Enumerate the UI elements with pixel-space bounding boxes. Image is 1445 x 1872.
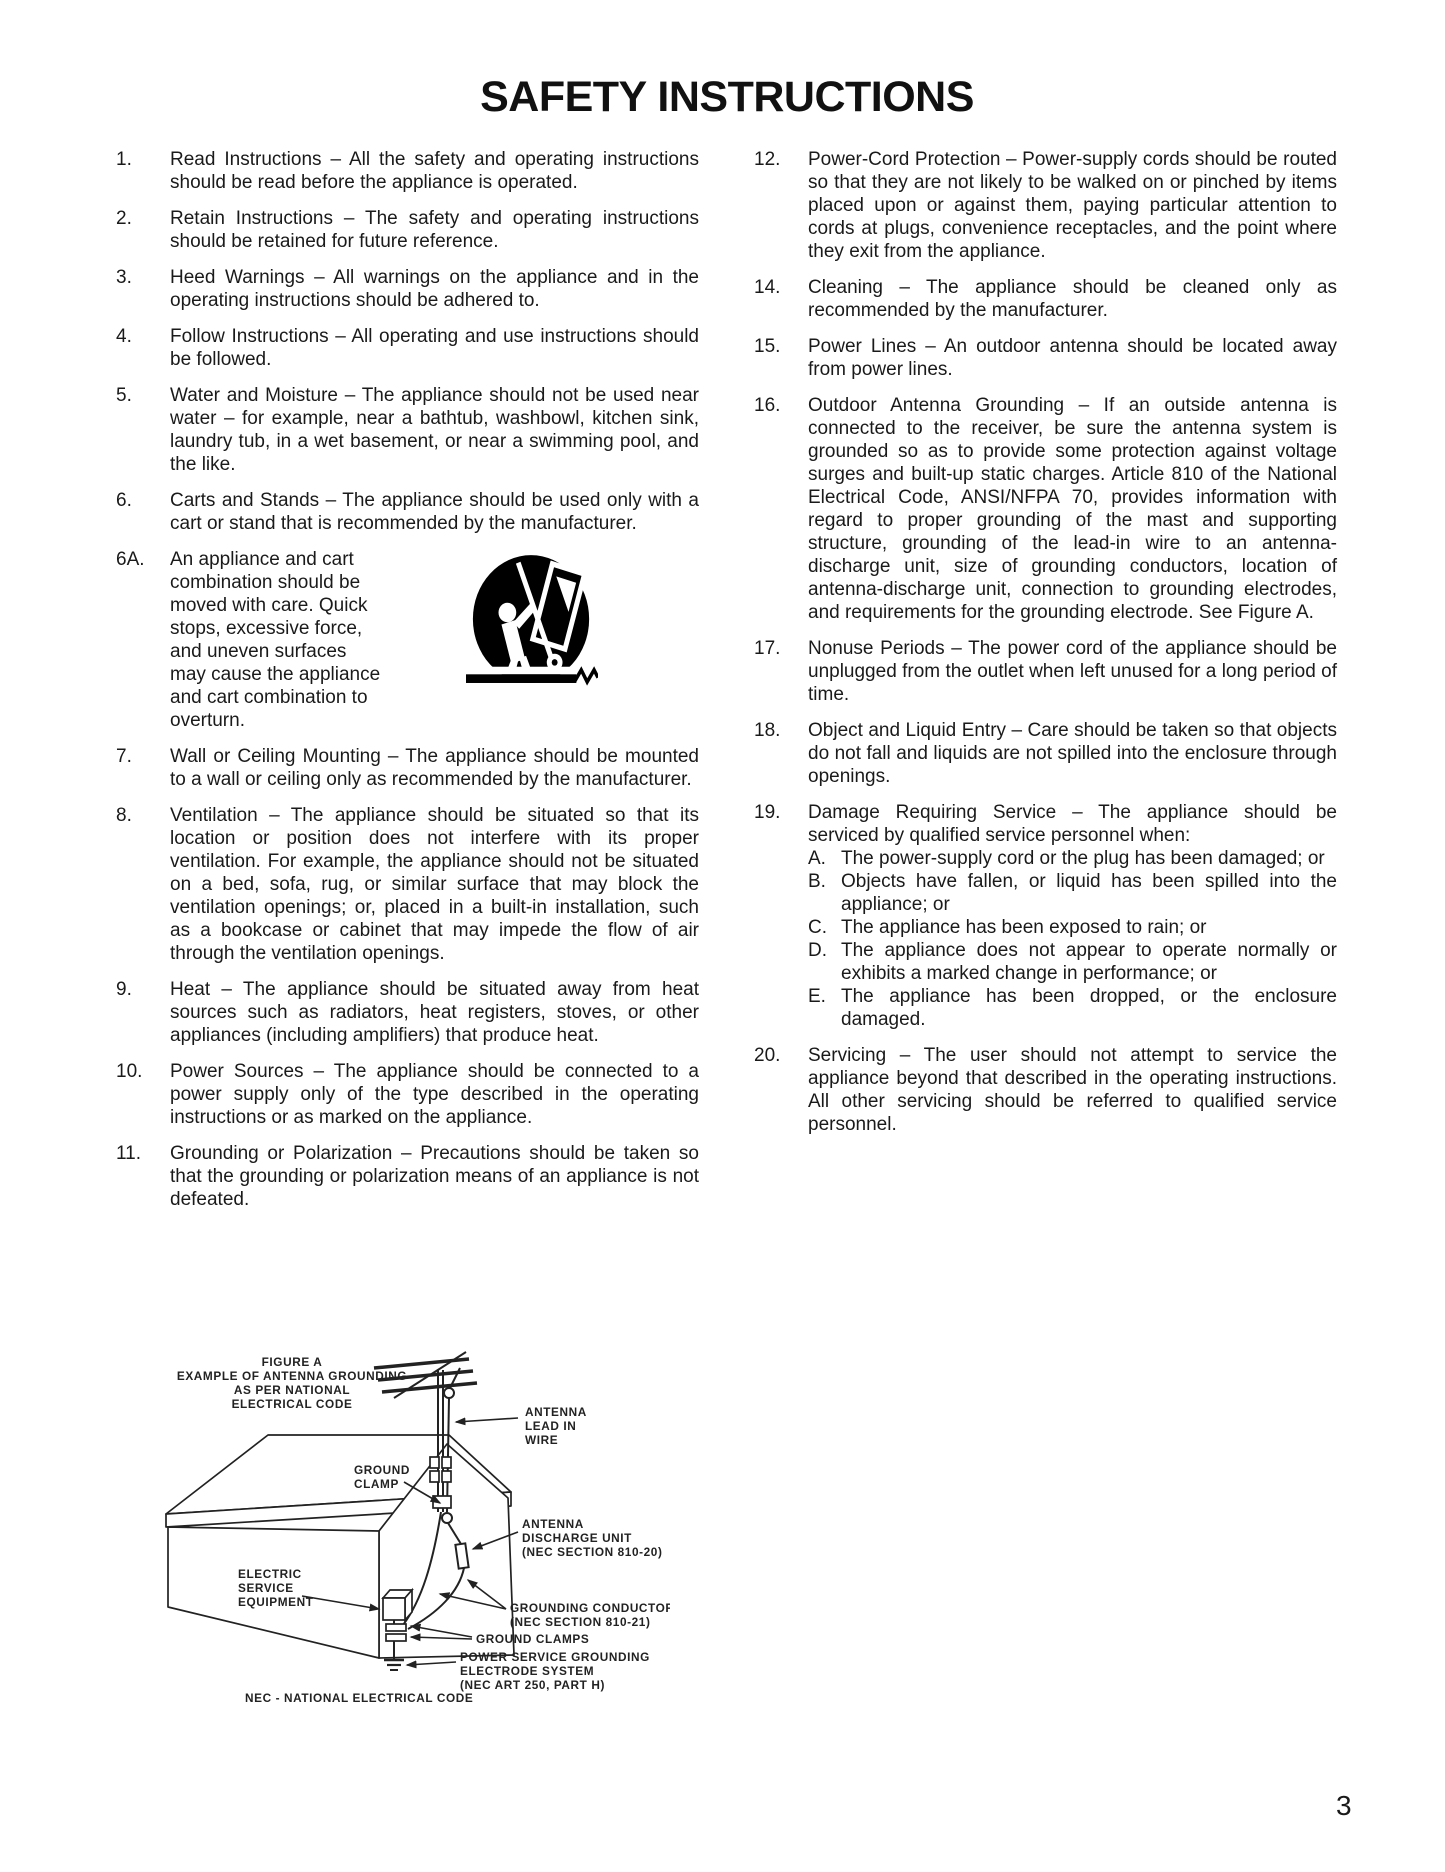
label-electric-service: EQUIPMENT (238, 1595, 314, 1609)
instruction-columns (116, 148, 1338, 1224)
label-discharge-unit: DISCHARGE UNIT (522, 1531, 632, 1545)
item-text: Grounding or Polarization – Precautions should be taken so that the grounding or polarization means of an appliance is not defeated. (170, 1143, 699, 1210)
instruction-item-1 (116, 148, 699, 194)
item-19-body (808, 801, 1337, 1031)
instruction-item-14 (754, 276, 1337, 322)
subitem-letter: C. (808, 917, 827, 938)
label-discharge-unit: (NEC SECTION 810-20) (522, 1545, 663, 1559)
instruction-item-12 (754, 148, 1337, 263)
item-text: Damage Requiring Service – The appliance should be serviced by qualified service personnel when: (808, 802, 1337, 846)
instruction-item-15 (754, 335, 1337, 381)
label-ground-clamp: GROUND (354, 1463, 411, 1477)
item-text: Read Instructions – All the safety and operating instructions should be read before the appliance is operated. (170, 149, 699, 193)
item-text: Heat – The appliance should be situated away from heat sources such as radiators, heat registers, stoves, or other appliances (including amplifiers) that produce heat. (170, 979, 699, 1046)
instructions-column-right (754, 148, 1337, 1224)
item-number: 9. (116, 979, 132, 1000)
item-text: Power Sources – The appliance should be connected to a power supply only of the type described in the operating instructions or as marked on the appliance. (170, 1061, 699, 1128)
item-text: Wall or Ceiling Mounting – The appliance should be mounted to a wall or ceiling only as recommended by the manufacturer. (170, 746, 699, 790)
item-text: Water and Moisture – The appliance should not be used near water – for example, near a bathtub, washbowl, kitchen sink, laundry tub, in a wet basement, or near a swimming pool, and the like. (170, 385, 699, 475)
item-number: 18. (754, 720, 781, 741)
item-text: Carts and Stands – The appliance should be used only with a cart or stand that is recommended by the manufacturer. (170, 490, 699, 534)
instruction-item-16 (754, 394, 1337, 624)
instruction-item-4 (116, 325, 699, 371)
label-power-service: ELECTRODE SYSTEM (460, 1664, 595, 1678)
instructions-column-left (116, 148, 699, 1224)
item-text: Retain Instructions – The safety and operating instructions should be retained for future reference. (170, 208, 699, 252)
instruction-item-8 (116, 804, 699, 965)
cart-warning-glyph (466, 554, 598, 709)
page-number: 3 (1336, 1790, 1352, 1821)
item-text: Cleaning – The appliance should be cleaned only as recommended by the manufacturer. (808, 277, 1337, 321)
item-number: 7. (116, 746, 132, 767)
instruction-item-5 (116, 384, 699, 476)
subitem-letter: A. (808, 848, 826, 869)
figure-a-diagram (150, 1340, 670, 1710)
instruction-item-11 (116, 1142, 699, 1211)
label-power-service: POWER SERVICE GROUNDING (460, 1650, 650, 1664)
instruction-item-6a (116, 548, 699, 732)
subitem-a (808, 847, 1337, 870)
label-ground-clamps: GROUND CLAMPS (476, 1632, 590, 1646)
item-number: 1. (116, 149, 132, 170)
item-number: 19. (754, 802, 781, 823)
figure-title-line: EXAMPLE OF ANTENNA GROUNDING (176, 1369, 408, 1383)
item-number: 8. (116, 805, 132, 826)
subitem-letter: E. (808, 986, 826, 1007)
item-text: Ventilation – The appliance should be situated so that its location or position does not interfere with its proper ventilation. For example, the appliance should not be situated on a bed, sofa, rug, or similar surface that may block the ventilation openings; or, placed in a built-in installation, such as a bookcase or cabinet that may impede the flow of air through the ventilation openings. (170, 805, 699, 964)
label-antenna-lead-in: WIRE (525, 1433, 559, 1447)
figure-title-line: FIGURE A (261, 1355, 323, 1369)
appliance-cart-warning-icon (466, 554, 598, 732)
instruction-item-7 (116, 745, 699, 791)
item-number: 15. (754, 336, 781, 357)
instruction-item-10 (116, 1060, 699, 1129)
subitem-text: The appliance has been exposed to rain; or (841, 917, 1207, 938)
subitem-letter: B. (808, 871, 826, 892)
instruction-item-20 (754, 1044, 1337, 1136)
label-antenna-lead-in: ANTENNA (525, 1405, 587, 1419)
item-number: 2. (116, 208, 132, 229)
item-number: 6A. (116, 549, 145, 570)
label-antenna-lead-in: LEAD IN (525, 1419, 577, 1433)
label-grounding-conductors: GROUNDING CONDUCTORS (510, 1601, 670, 1615)
subitem-b (808, 870, 1337, 916)
figure-title (177, 1355, 407, 1411)
item-number: 10. (116, 1061, 143, 1082)
page-content (116, 74, 1338, 1224)
item-number: 3. (116, 267, 132, 288)
instruction-item-18 (754, 719, 1337, 788)
subitem-text: Objects have fallen, or liquid has been spilled into the appliance; or (841, 871, 1337, 915)
item-number: 12. (754, 149, 781, 170)
label-discharge-unit: ANTENNA (522, 1517, 584, 1531)
instruction-item-6 (116, 489, 699, 535)
item-text: Heed Warnings – All warnings on the appliance and in the operating instructions should be adhered to. (170, 267, 699, 311)
item-text: Power-Cord Protection – Power-supply cords should be routed so that they are not likely to be walked on or pinched by items placed upon or against them, paying particular attention to cords at plugs, convenience receptacles, and the point where they exit from the appliance. (808, 149, 1337, 262)
instruction-item-2 (116, 207, 699, 253)
item-number: 6. (116, 490, 132, 511)
subitem-text: The appliance does not appear to operate normally or exhibits a marked change in performance; or (841, 940, 1337, 984)
subitem-c (808, 916, 1337, 939)
item-number: 17. (754, 638, 781, 659)
subitem-d (808, 939, 1337, 985)
item-text: Servicing – The user should not attempt to service the appliance beyond that described in the operating instructions. All other servicing should be referred to qualified service personnel. (808, 1045, 1337, 1135)
item-19-sublist (808, 847, 1337, 1031)
item-number: 16. (754, 395, 781, 416)
item-text: Power Lines – An outdoor antenna should be located away from power lines. (808, 336, 1337, 380)
item-number: 14. (754, 277, 781, 298)
figure-title-line: AS PER NATIONAL (233, 1383, 351, 1397)
item-number: 20. (754, 1045, 781, 1066)
instruction-item-19 (754, 801, 1337, 1031)
subitem-letter: D. (808, 940, 827, 961)
item-number: 5. (116, 385, 132, 406)
item-text: Nonuse Periods – The power cord of the appliance should be unplugged from the outlet when left unused for a long period of time. (808, 638, 1337, 705)
subitem-text: The power-supply cord or the plug has been damaged; or (841, 848, 1325, 869)
item-number: 11. (116, 1143, 142, 1164)
instruction-item-3 (116, 266, 699, 312)
item-number: 4. (116, 326, 132, 347)
label-electric-service: ELECTRIC (238, 1567, 302, 1581)
label-electric-service: SERVICE (238, 1581, 294, 1595)
subitem-e (808, 985, 1337, 1031)
label-nec-footnote: NEC - NATIONAL ELECTRICAL CODE (245, 1691, 474, 1705)
item-text: Outdoor Antenna Grounding – If an outside antenna is connected to the receiver, be sure the antenna system is grounded so as to provide some protection against voltage surges and built-up static charges. Article 810 of the National Electrical Code, ANSI/NFPA 70, provides information with regard to proper grounding of the mast and supporting structure, grounding of the lead-in wire to an antenna-discharge unit, size of grounding conductors, location of antenna-discharge unit, connection to grounding electrodes, and requirements for the grounding electrode. See Figure A. (808, 395, 1337, 623)
item-text: An appliance and cart combination should be moved with care. Quick stops, excessive force, and uneven surfaces may cause the appliance and cart combination to overturn. (170, 549, 381, 731)
antenna-discharge-unit (455, 1543, 468, 1568)
instruction-item-9 (116, 978, 699, 1047)
item-text: Object and Liquid Entry – Care should be taken so that objects do not fall and liquids are not spilled into the enclosure through openings. (808, 720, 1337, 787)
instruction-item-17 (754, 637, 1337, 706)
figure-title-line: ELECTRICAL CODE (231, 1397, 353, 1411)
page-title: SAFETY INSTRUCTIONS (480, 73, 974, 121)
item-text: Follow Instructions – All operating and use instructions should be followed. (170, 326, 699, 370)
label-ground-clamp: CLAMP (354, 1477, 399, 1491)
label-power-service: (NEC ART 250, PART H) (460, 1678, 605, 1692)
subitem-text: The appliance has been dropped, or the enclosure damaged. (841, 986, 1337, 1030)
label-grounding-conductors: (NEC SECTION 810-21) (510, 1615, 651, 1629)
electric-service-equipment-box (383, 1590, 412, 1620)
figure-a-antenna-grounding (150, 1340, 670, 1710)
